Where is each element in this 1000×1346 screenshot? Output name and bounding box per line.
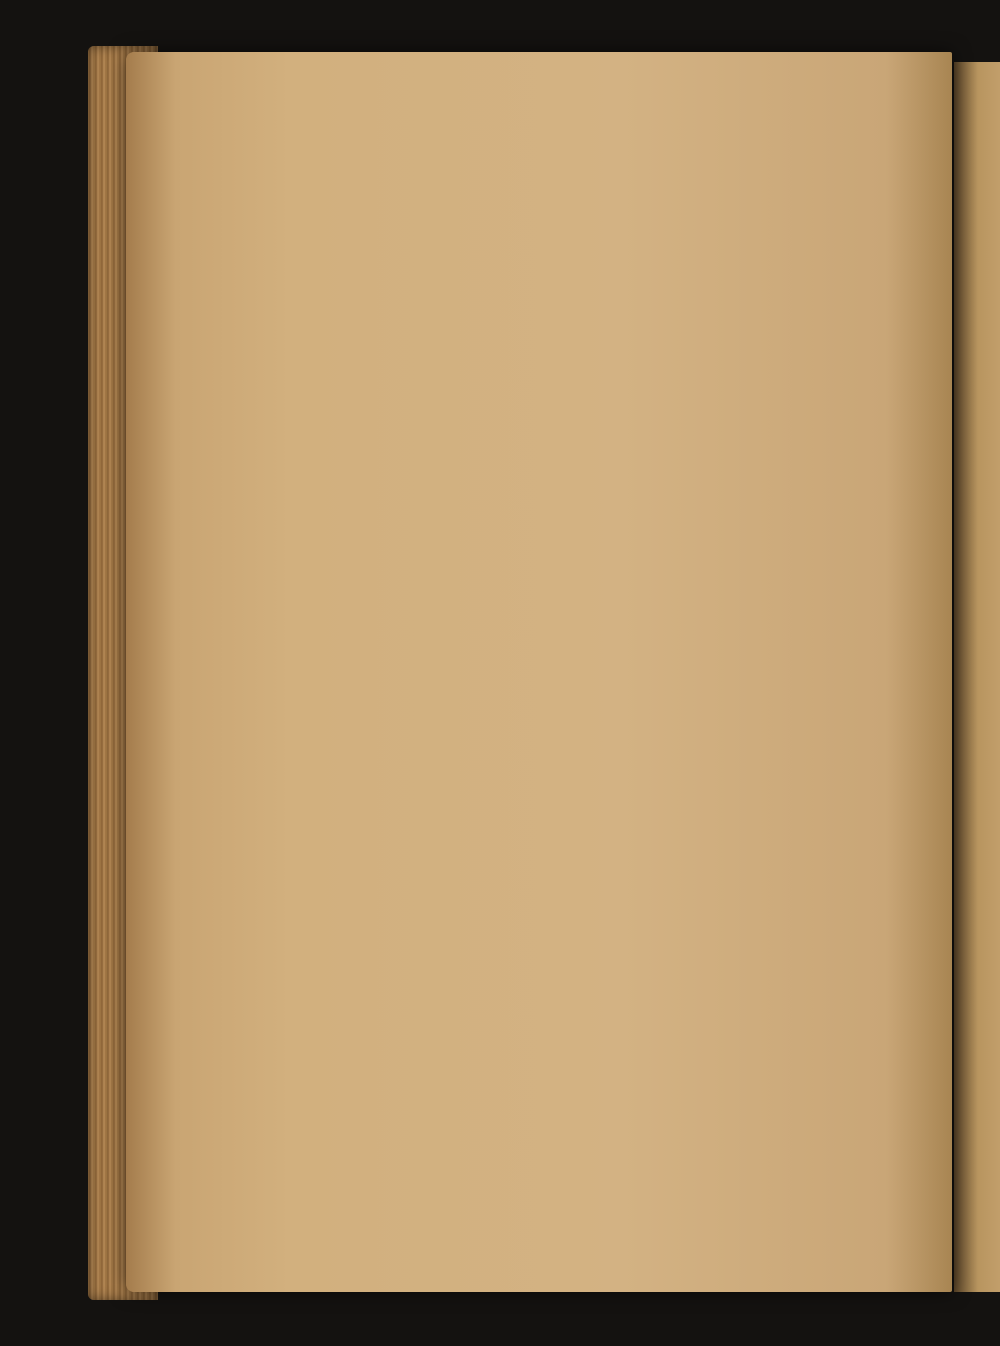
page-text bbox=[244, 120, 926, 186]
adjacent-page-strip bbox=[954, 62, 1000, 1292]
section-heading bbox=[244, 158, 926, 186]
page-number bbox=[244, 120, 926, 150]
book-page bbox=[126, 52, 952, 1292]
